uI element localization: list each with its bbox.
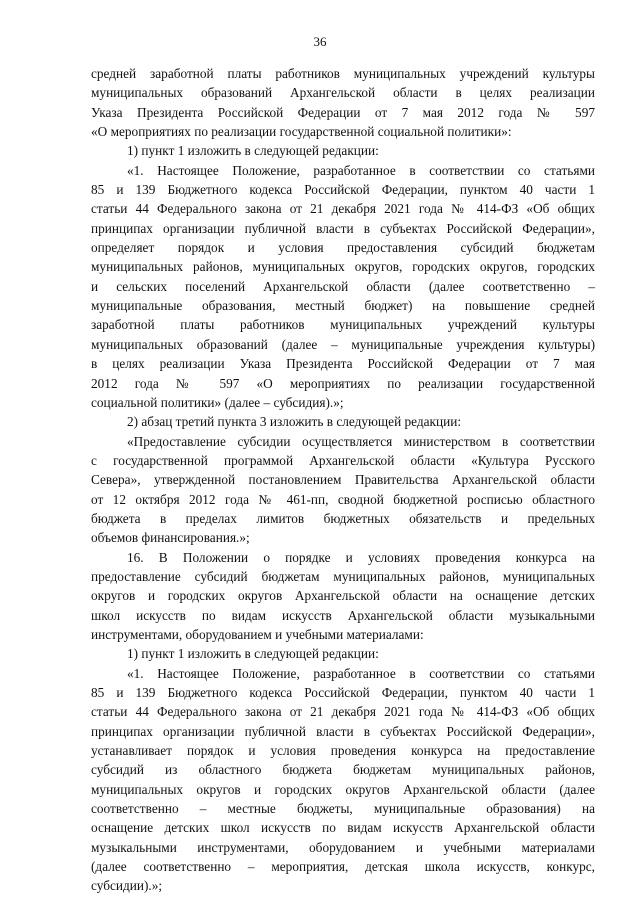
text-line: 2012 года № 597 «О мероприятиях по реализации государственной [91,375,595,391]
text-line: средней заработной платы работников муниципальных учреждений культуры [91,66,595,81]
text-line: Севера», утвержденной постановлением Правительства Архангельской области [91,472,595,488]
text-line: округов и городских округов Архангельской области на оснащение детских [91,588,595,604]
text-line: статьи 44 Федерального закона от 21 декабря 2021 года № 414-ФЗ «Об общих [91,201,595,217]
text-line: оснащение детских школ искусств по видам искусств Архангельской области [91,820,595,836]
text-line: муниципальных округов и городских округов Архангельской области (далее [91,781,595,797]
text-line: 1) пункт 1 изложить в следующей редакции: [127,646,379,662]
text-line: 85 и 139 Бюджетного кодекса Российской Федерации, пунктом 40 части 1 [91,685,595,700]
text-line: музыкальными инструментами, оборудованием и учебными материалами [91,839,595,855]
text-line: в целях реализации Указа Президента Российской Федерации от 7 мая [91,356,595,372]
document-body [91,64,595,896]
text-line: принципах организации публичной власти в субъектах Российской Федерации», [91,220,595,236]
text-line: социальной политики» (далее – субсидия).»; [91,394,344,410]
text-line: заработной платы работников муниципальных учреждений культуры [91,317,595,333]
text-line: с государственной программой Архангельской области «Культура Русского [91,452,595,468]
text-line: устанавливает порядок и условия проведения конкурса на предоставление [91,743,595,759]
text-line: «1. Настоящее Положение, разработанное в соответствии со статьями [127,665,595,681]
text-line: Указа Президента Российской Федерации от 7 мая 2012 года № 597 [91,104,595,120]
text-line: 16. В Положении о порядке и условиях проведения конкурса на [127,549,595,565]
text-line: «Предоставление субсидии осуществляется министерством в соответствии [127,433,595,449]
text-line: определяет порядок и условия предоставления субсидий бюджетам [91,240,595,256]
text-line: объемов финансирования.»; [91,530,250,546]
text-line: муниципальные образования, местный бюджет) на повышение средней [91,298,595,314]
text-line: принципах организации публичной власти в субъектах Российской Федерации», [91,723,595,739]
text-line: от 12 октября 2012 года № 461-пп, сводной бюджетной росписью областного [91,491,595,507]
text-line: муниципальных образований Архангельской области в целях реализации [91,85,595,101]
text-line: статьи 44 Федерального закона от 21 декабря 2021 года № 414-ФЗ «Об общих [91,704,595,720]
text-line: (далее соответственно – мероприятия, детская школа искусств, конкурс, [91,859,595,875]
text-line: 85 и 139 Бюджетного кодекса Российской Федерации, пунктом 40 части 1 [91,182,595,198]
text-line: «1. Настоящее Положение, разработанное в соответствии со статьями [127,162,595,178]
page-number: 36 [313,34,327,49]
text-line: и сельских поселений Архангельской области (далее соответственно – [91,278,595,294]
text-line: бюджета в пределах лимитов бюджетных обязательств и предельных [91,510,595,526]
text-line: муниципальных образований (далее – муниципальные учреждения культуры) [91,336,595,352]
text-line: школ искусств по видам искусств Архангельской области музыкальными [91,607,595,623]
text-line: субсидии).»; [91,878,163,894]
text-line: муниципальных районов, муниципальных округов, городских округов, городских [91,259,595,275]
text-line: 2) абзац третий пункта 3 изложить в следующей редакции: [127,414,462,430]
text-line: субсидий из областного бюджета бюджетам муниципальных районов, [91,762,595,778]
text-line: соответственно – местные бюджеты, муниципальные образования) на [91,801,595,817]
text-line: предоставление субсидий бюджетам муниципальных районов, муниципальных [91,568,595,584]
text-line: инструментами, оборудованием и учебными материалами: [91,626,424,642]
text-line: «О мероприятиях по реализации государственной социальной политики»: [91,124,512,140]
text-line: 1) пункт 1 изложить в следующей редакции: [127,143,379,159]
